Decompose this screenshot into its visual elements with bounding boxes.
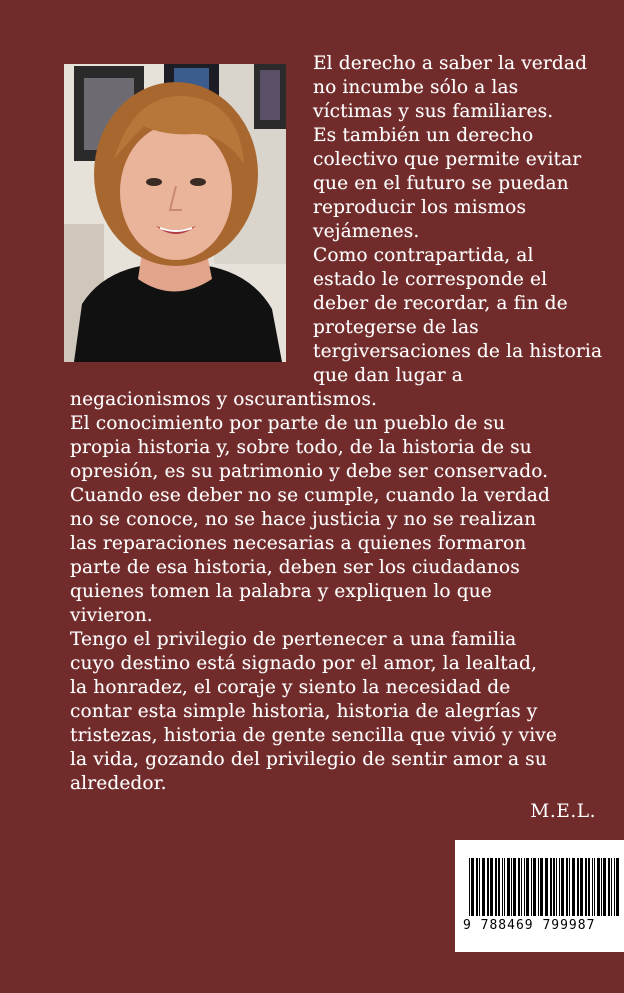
barcode-bar bbox=[513, 858, 516, 916]
text-line: El derecho a saber la verdad bbox=[313, 53, 588, 74]
text-line: la honradez, el coraje y siento la necesidad de bbox=[70, 677, 511, 698]
text-line: alrededor. bbox=[70, 773, 167, 794]
barcode-bar bbox=[545, 858, 548, 916]
barcode-bar bbox=[533, 858, 536, 916]
barcode-bar bbox=[495, 858, 497, 916]
barcode-bar bbox=[597, 858, 600, 916]
barcode-bar bbox=[594, 858, 595, 916]
barcode-bar bbox=[585, 858, 587, 916]
barcode-bar bbox=[482, 858, 485, 916]
barcode-bar bbox=[521, 858, 522, 916]
barcode-bar bbox=[559, 858, 560, 916]
text-line: la vida, gozando del privilegio de sentir amor a su bbox=[70, 749, 547, 770]
text-line: opresión, es su patrimonio y debe ser conservado. bbox=[70, 461, 549, 482]
barcode-bar bbox=[556, 858, 557, 916]
text-line: Cuando ese deber no se cumple, cuando la verdad bbox=[70, 485, 550, 506]
barcode-bar bbox=[614, 858, 615, 916]
text-line: las reparaciones necesarias a quienes formaron bbox=[70, 533, 527, 554]
barcode-bar bbox=[487, 858, 489, 916]
text-line: que en el futuro se puedan bbox=[313, 173, 569, 194]
barcode-bar bbox=[531, 858, 532, 916]
barcode-bar bbox=[511, 858, 512, 916]
barcode-bar bbox=[504, 858, 505, 916]
text-line: Es también un derecho bbox=[313, 125, 534, 146]
barcode-bar bbox=[592, 858, 593, 916]
barcode-bar bbox=[616, 858, 619, 916]
text-line: quienes tomen la palabra y expliquen lo que bbox=[70, 581, 492, 602]
author-signature: M.E.L. bbox=[530, 801, 596, 822]
text-line: parte de esa historia, deben ser los ciudadanos bbox=[70, 557, 520, 578]
barcode-bar bbox=[588, 858, 590, 916]
barcode-bar bbox=[553, 858, 555, 916]
text-line: que dan lugar a bbox=[313, 365, 463, 386]
text-line: cuyo destino está signado por el amor, la lealtad, bbox=[70, 653, 538, 674]
barcode-bar bbox=[476, 858, 478, 916]
barcode-bar bbox=[471, 858, 474, 916]
isbn-barcode bbox=[455, 840, 624, 952]
text-line: negacionismos y oscurantismos. bbox=[70, 389, 377, 410]
back-cover-text bbox=[70, 52, 624, 796]
text-line: víctimas y sus familiares. bbox=[313, 101, 554, 122]
text-line: vivieron. bbox=[70, 605, 153, 626]
barcode-bar bbox=[569, 858, 570, 916]
barcode-bar bbox=[526, 858, 529, 916]
barcode-bar bbox=[561, 858, 564, 916]
isbn-number: 9 788469 799987 bbox=[463, 918, 596, 933]
barcode-bar bbox=[479, 858, 480, 916]
barcode-bar bbox=[507, 858, 510, 916]
text-line: vejámenes. bbox=[313, 221, 420, 242]
text-line: contar esta simple historia, historia de alegrías y bbox=[70, 701, 538, 722]
text-line: protegerse de las bbox=[313, 317, 479, 338]
barcode-bars bbox=[469, 858, 624, 926]
text-line: no se conoce, no se hace justicia y no se realizan bbox=[70, 509, 537, 530]
text-line: propia historia y, sobre todo, de la historia de su bbox=[70, 437, 532, 458]
barcode-bar bbox=[572, 858, 575, 916]
barcode-bar bbox=[601, 858, 602, 916]
text-line: Tengo el privilegio de pertenecer a una familia bbox=[70, 629, 517, 650]
barcode-bar bbox=[566, 858, 568, 916]
barcode-bar bbox=[577, 858, 579, 916]
text-line: deber de recordar, a fin de bbox=[313, 293, 568, 314]
text-line: colectivo que permite evitar bbox=[313, 149, 582, 170]
barcode-bar bbox=[502, 858, 503, 916]
text-line: tristezas, historia de gente sencilla que vivió y vive bbox=[70, 725, 557, 746]
barcode-bar bbox=[518, 858, 520, 916]
barcode-bar bbox=[603, 858, 606, 916]
barcode-bar bbox=[498, 858, 500, 916]
text-line: El conocimiento por parte de un pueblo de su bbox=[70, 413, 506, 434]
barcode-bar bbox=[580, 858, 583, 916]
barcode-bar bbox=[524, 858, 525, 916]
text-line: no incumbe sólo a las bbox=[313, 77, 519, 98]
barcode-bar bbox=[538, 858, 539, 916]
barcode-bar bbox=[469, 858, 470, 916]
text-line: tergiversaciones de la historia bbox=[313, 341, 603, 362]
barcode-bar bbox=[540, 858, 543, 916]
text-line: estado le corresponde el bbox=[313, 269, 548, 290]
barcode-bar bbox=[550, 858, 552, 916]
barcode-bar bbox=[608, 858, 610, 916]
barcode-bar bbox=[490, 858, 493, 916]
barcode-bar bbox=[611, 858, 612, 916]
text-line: Como contrapartida, al bbox=[313, 245, 534, 266]
text-line: reproducir los mismos bbox=[313, 197, 527, 218]
